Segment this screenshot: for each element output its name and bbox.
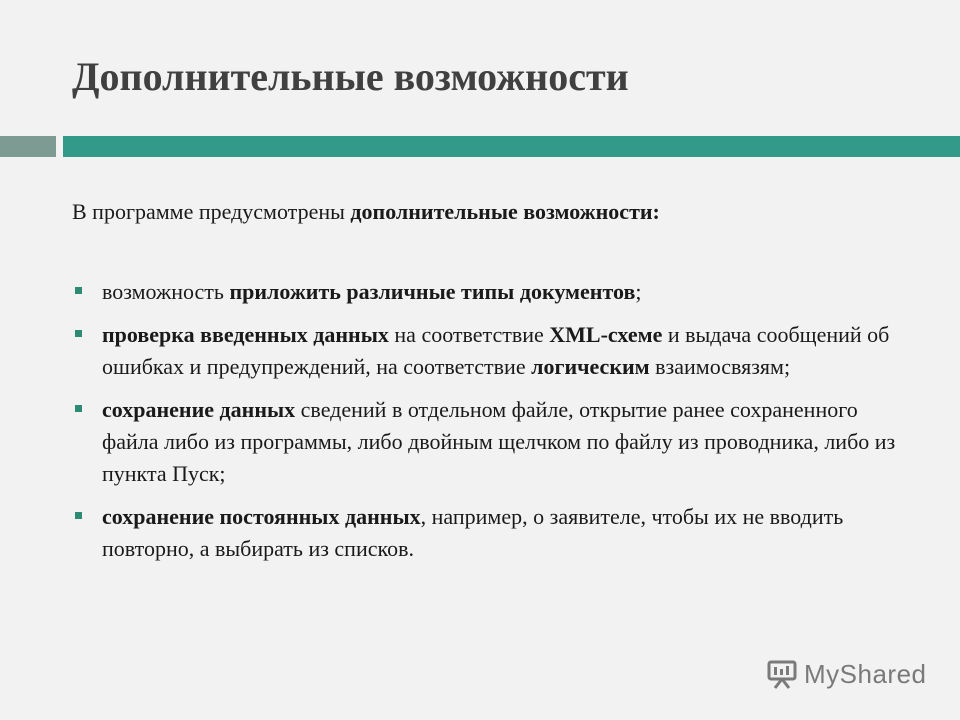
bullet-bold-text: логическим bbox=[531, 354, 650, 379]
bullet-item bbox=[72, 501, 912, 565]
intro-bold: дополнительные возможности: bbox=[350, 199, 660, 224]
bullet-text: ; bbox=[635, 279, 642, 304]
watermark-text: MyShared bbox=[804, 658, 927, 689]
square-bullet-icon bbox=[75, 512, 82, 519]
bullet-text: возможность bbox=[102, 279, 230, 304]
square-bullet-icon bbox=[75, 287, 82, 294]
bullet-item bbox=[72, 276, 912, 308]
intro-normal: В программе предусмотрены bbox=[72, 199, 351, 224]
accent-bar-left bbox=[0, 136, 56, 157]
presentation-board-icon bbox=[766, 659, 798, 689]
bullet-bold-text: сохранение постоянных данных bbox=[102, 504, 421, 529]
square-bullet-icon bbox=[75, 405, 82, 412]
bullet-bold-text: проверка введенных данных bbox=[102, 322, 389, 347]
bullet-item bbox=[72, 394, 912, 490]
bullet-text: взаимосвязям; bbox=[649, 354, 791, 379]
bullet-text: , например, о заявителе, чтобы их не вводить повторно, а выбирать из списков. bbox=[102, 504, 844, 561]
intro-text bbox=[72, 196, 912, 228]
bullet-text: и выдача сообщений об ошибках и предупреждений, на соответствие bbox=[102, 322, 890, 379]
bullet-bold-text: XML-схеме bbox=[549, 322, 663, 347]
bullet-list bbox=[72, 276, 912, 576]
square-bullet-icon bbox=[75, 330, 82, 337]
bullet-bold-text: приложить различные типы документов bbox=[229, 279, 636, 304]
bullet-text: сведений в отдельном файле, открытие ранее сохраненного файла либо из программы, либо двойным щелчком по файлу из проводника, либо из пункта Пуск; bbox=[102, 397, 896, 486]
accent-bar-right bbox=[63, 136, 960, 157]
watermark-logo bbox=[766, 656, 927, 692]
bullet-item bbox=[72, 319, 912, 383]
bullet-text: на соответствие bbox=[388, 322, 550, 347]
bullet-bold-text: сохранение данных bbox=[102, 397, 296, 422]
slide-title: Дополнительные возможности bbox=[72, 54, 629, 99]
